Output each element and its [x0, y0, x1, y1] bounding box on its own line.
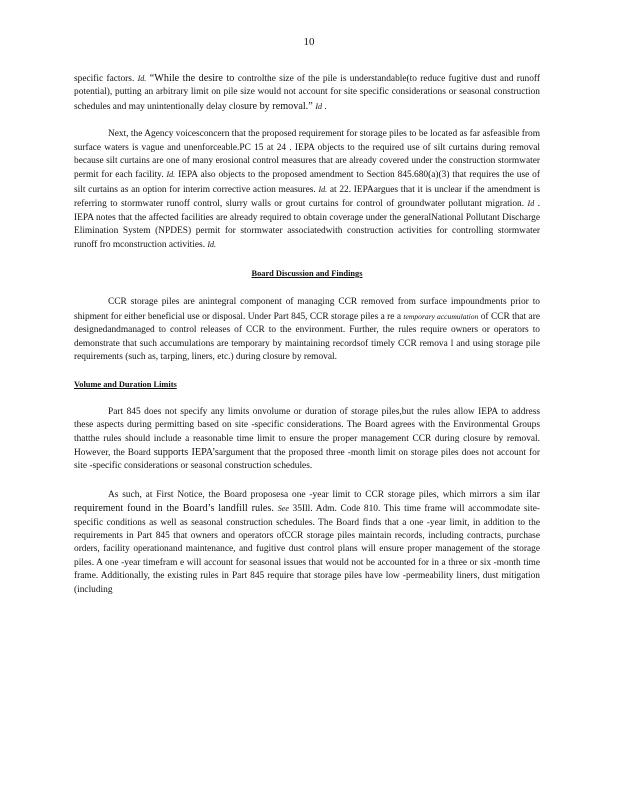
paragraph-text: ilar requirement found in the Board’s landfill rules.	[74, 488, 540, 515]
section-heading-board-discussion	[74, 267, 540, 280]
citation-id: Id	[527, 199, 535, 209]
emphasis-text: temporary accumulation	[403, 311, 479, 321]
citation-see: See	[277, 504, 289, 514]
paragraph-text: ure by removal.”	[244, 100, 316, 112]
paragraph-text: . IEPA notes that the affected facilities are already required to obtain coverage under the generalNational Pollutant Discharge Elimination System (NPDES) permit for stormwater associatedwith construction activities for controlling stormwater runoff fro mconstruction activities.	[74, 199, 541, 251]
section-heading-volume-duration	[74, 378, 540, 391]
paragraph-agency-concern	[74, 128, 540, 253]
citation-id: Id.	[318, 184, 328, 194]
paragraph-text: .	[321, 101, 327, 112]
page-number: 10	[303, 36, 315, 48]
paragraph-part-845-limits	[74, 406, 540, 474]
citation-id: Id.	[166, 170, 176, 180]
paragraph-text: of CCR that are designedandmanaged to control releases of CCR to the environment. Further, the rules require owners or operators to demonstrate that such accumulations are temporary by maintaining recordsof timely CCR remova l and using storage pile requirements (such as, tarping, liners, etc.) during closure by removal.	[74, 311, 541, 362]
paragraph-text: As such, at First Notice, the Board proposesa one -year limit to CCR storage piles, which mirrors a sim	[108, 489, 527, 500]
paragraph-text: CCR storage piles are anintegral component of managing CCR removed from surface impoundments prior to shipment for either beneficial use or disposal. Under Part 845, CCR storage piles a re a	[74, 297, 540, 322]
citation-id: Id	[315, 101, 322, 111]
citation-id: Id.	[207, 240, 217, 250]
paragraph-text: “While the desire to	[146, 73, 238, 84]
paragraph-text: supports IEPA’s	[153, 446, 219, 458]
heading-text: Volume and Duration Limits	[74, 380, 177, 390]
document-body	[74, 72, 540, 611]
paragraph-text: argument that the proposed three -month limit on storage piles does not account for site -specific considerations or seasonal construction schedules.	[74, 447, 540, 472]
paragraph-text: 35Ill. Adm. Code 810. This time frame will accommodate site-specific conditions as well as seasonal construction schedules. The Board finds that a one -year limit, in addition to the requirements in Part 845 that owners and operators ofCCR storage piles maintain records, including contracts, purchase orders, facility operationand maintenance, and fugitive dust control plans will ensure proper management of the storage piles. A one -year timefram e will account for seasonal issues that would not be accounted for in a three or six -month time frame. Additionally, the existing rules in Part 845 require that storage piles have low -permeability liners, dust mitigation (including	[74, 504, 540, 595]
paragraph-text: specific factors.	[74, 74, 138, 84]
paragraph-text: Next, the Agency voicesconcern that the proposed requirement for storage piles to be located as far asfeasible from surface waters is vague and unenforceable.PC 15 at 24 . IEPA objects to the required use of silt curtains during removal because silt curtains are one of many erosional control measures that are already covered under the construction stormwater permit for each facility.	[74, 129, 540, 181]
paragraph-text: IEPA also objects to the proposed amendment to Section 845.680(a)(3) that requires the use of silt curtains as an option for interim corrective action measures.	[74, 170, 540, 195]
paragraph-one-year-limit	[74, 488, 540, 597]
paragraph-quote-continuation	[74, 72, 540, 114]
paragraph-text: Part 845 does not specify any limits onvolume or duration of storage piles,but the rules allow IEPA to address these aspects during permitting based on site -specific considerations. The Board agrees with the Environmental Groups thatthe rules should include a reasonable time limit to ensure the proper management CCR during closure by removal. However, the Board	[74, 406, 540, 458]
paragraph-ccr-storage-piles	[74, 296, 540, 364]
heading-text: Board Discussion and Findings	[251, 268, 363, 278]
paragraph-text: at 22. IEPAargues that it is unclear if the amendment is referring to stormwater runoff control, slurry walls or grout curtains for control of groundwater pollutant migration.	[74, 184, 540, 210]
citation-id: Id.	[137, 74, 147, 83]
paragraph-text: controlthe size of the pile is understandable(to reduce fugitive dust and runoff potential), putting an arbitrary limit on pile size would not account for site specific considerations or seasonal construction schedules and may unintentionally delay clos	[74, 74, 540, 112]
